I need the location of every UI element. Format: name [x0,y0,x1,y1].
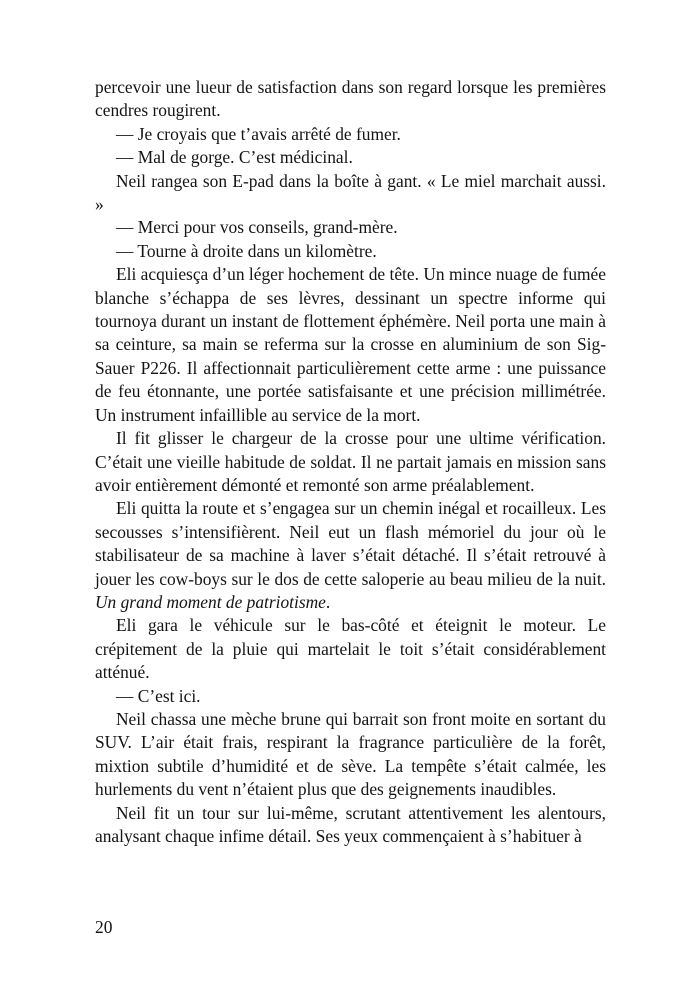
paragraph-13: Neil fit un tour sur lui-même, scrutant attentivement les alentours, analysant chaque infime détail. Ses yeux commençaient à s’habituer à [95,802,606,846]
paragraph-4: Neil rangea son E-pad dans la boîte à gant. « Le miel marchait aussi. » [95,170,606,215]
page-number: 20 [95,917,113,937]
paragraph-11: — C’est ici. [116,685,201,706]
paragraph-12: Neil chassa une mèche brune qui barrait son front moite en sortant du SUV. L’air était frais, respirant la fragrance particulière de la forêt, mixtion subtile d’humidité et de sève. La tempête s’était calmée, les hurlements du vent n’étaient plus que des geignements inaudibles. [95,708,606,800]
paragraph-3: — Mal de gorge. C’est médicinal. [116,147,353,168]
paragraph-9: Eli quitta la route et s’engagea sur un chemin inégal et rocailleux. Les secousses s’intensifièrent. Neil eut un flash mémoriel du jour où le stabilisateur de sa machine à laver s’était détaché. Il s’était retrouvé à jouer les cow-boys sur le dos de cette saloperie au beau milieu de la nuit. Un grand moment de patriotisme. [95,498,606,612]
paragraph-10: Eli gara le véhicule sur le bas-côté et éteignit le moteur. Le crépitement de la pluie qui martelait le toit s’était considérablement atténué. [95,615,606,683]
paragraph-2: — Je croyais que t’avais arrêté de fumer. [116,123,401,144]
paragraph-6: — Tourne à droite dans un kilomètre. [116,240,377,261]
paragraph-5: — Merci pour vos conseils, grand-mère. [116,217,398,238]
paragraph-7: Eli acquiesça d’un léger hochement de tête. Un mince nuage de fumée blanche s’échappa de ses lèvres, dessinant un spectre informe qui tournoya durant un instant de flottement éphémère. Neil porta une main à sa ceinture, sa main se referma sur la crosse en aluminium de son Sig-Sauer P226. Il affectionnait particulièrement cette arme : une puissance de feu étonnante, une portée satisfaisante et une précision millimétrée. Un instrument infaillible au service de la mort. [95,264,606,425]
italic-phrase: Un grand moment de patriotisme [95,591,326,612]
paragraph-8: Il fit glisser le chargeur de la crosse pour une ultime vérification. C’était une vieille habitude de soldat. Il ne partait jamais en mission sans avoir entièrement démonté et remonté son arme préalablement. [95,428,606,495]
paragraph-1: percevoir une lueur de satisfaction dans son regard lorsque les premières cendres rougirent. [95,77,606,121]
body-text [95,76,606,848]
